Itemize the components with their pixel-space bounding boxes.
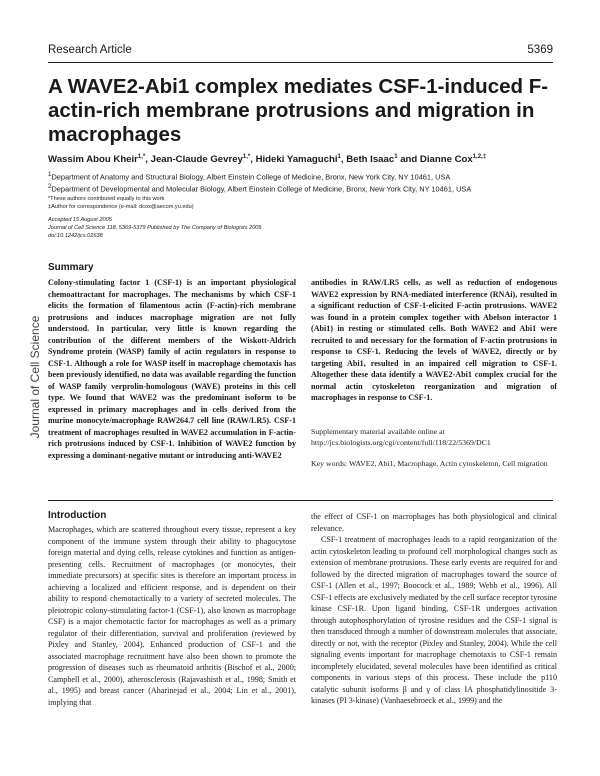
author-name: Jean-Claude Gevrey	[150, 154, 243, 166]
supplementary-label: Supplementary material available online at	[311, 427, 445, 436]
supplementary-link[interactable]: http://jcs.biologists.org/cgi/content/full/118/22/5369/DC1	[311, 438, 491, 447]
doi: doi:10.1242/jcs.02638	[48, 233, 103, 239]
keywords: Key words: WAVE2, Abi1, Macrophage, Actin cytoskeleton, Cell migration	[311, 459, 548, 468]
author-affiliation-marker: 1,*	[137, 154, 146, 160]
summary-text-right: antibodies in RAW/LR5 cells, as well as reduction of endogenous WAVE2 expression by RNA-mediated interference (RNAi), resulted in a significant reduction of CSF-1-elicited F-actin protrusions. WAVE2 was found in a protein complex together with Abelson interactor 1 (Abi1) in resting or stimulated cells. Both WAVE2 and Abi1 were recruited to and necessary for the formation of F-actin protrusions in response to CSF-1. Reducing the levels of WAVE2, directly or by targeting Abi1, resulted in an impaired cell migration to CSF-1. Altogether these data identify a WAVE2-Abi1 complex crucial for the normal actin cytoskeleton reorganization and migration of macrophages in response to CSF-1.	[311, 278, 557, 402]
paragraph: CSF-1 treatment of macrophages leads to a rapid reorganization of the actin cytoskeleton leading to profound cell morphological changes such as extension of membrane protrusions. These early events are required for and followed by the directed migration of macrophages toward the source of CSF-1 (Allen et al., 1997; Boocock et al., 1989; Webb et al., 1996). All CSF-1 effects are exclusively mediated by the cell surface receptor tyrosine kinase CSF-1R. Upon ligand binding, CSF-1R undergoes activation through autophosphorylation of tyrosine residues and the CSF-1 signal is then transduced through a number of downstream molecules that associate, directly or not, with the receptor (Pixley and Stanley, 2004). While the cell signaling events important for macrophage chemotaxis to CSF-1 remain incompletely elucidated, several molecules have been identified as critical components in various steps of this process. These include the p110 catalytic subunit isoforms β and γ of class IA phosphatidylinositide 3-kinases (PI 3-kinase) (Vanhaesebroeck et al., 1999) and the	[311, 535, 557, 705]
running-header	[48, 44, 553, 62]
author-affiliation-marker: 1,*	[242, 154, 251, 160]
section-label: Research Article	[48, 44, 132, 56]
section-divider	[48, 500, 553, 501]
affiliation	[48, 170, 471, 182]
author-list: Wassim Abou Kheir$^{1,*}$, Jean-Claude Gevrey$^{1,*}$, Hideki Yamaguchi$^1$, Beth Isaac$^1$ and Dianne Cox$^{1,2,\ddagger}$	[48, 154, 487, 166]
affiliation-text: Department of Anatomy and Structural Biology, Albert Einstein College of Medicine, Bronx, New York City, NY 10461, USA	[51, 172, 451, 182]
header-divider	[48, 62, 553, 63]
journal-sidebar	[28, 265, 42, 490]
publication-info	[48, 216, 262, 240]
author-name: Wassim Abou Kheir	[48, 154, 138, 166]
accepted-date: Accepted 15 August 2005	[48, 217, 112, 223]
paragraph: Macrophages, which are scattered throughout every tissue, represent a key component of the immune system through their ability to phagocytose foreign material and dying cells, release cytokines and function as antigen-presenting cells. Recruitment of macrophages (or monocytes, their immediate precursors) at specific sites is therefore an important process in achieving a localized and efficient response, and is dependent on their ability to respond chemotactically to a variety of secreted molecules. The pleiotropic colony-stimulating factor-1 (CSF-1), also known as macrophage CSF) is a major chemotactic factor for macrophages as well as a primary regulator of their differentiation, survival and proliferation (reviewed by Pixley and Stanley, 2004). Enhanced production of CSF-1 and the associated macrophage recruitment have also been shown to promote the progression of diseases such as rheumatoid arthritis (Bischof et al., 2000; Campbell et al., 2000), atherosclerosis (Rajavashisth et al., 1998; Smith et al., 1995) and breast cancer (Aharinejad et al., 2004; Lin et al., 2001), implying that	[48, 525, 296, 707]
introduction-text-left	[48, 524, 296, 708]
article-title: A WAVE2-Abi1 complex mediates CSF-1-induced F-actin-rich membrane protrusions and migration in macrophages	[48, 75, 549, 146]
affiliation-text: Department of Developmental and Molecular Biology, Albert Einstein College of Medicine, Bronx, New York City, NY 10461, USA	[51, 184, 472, 194]
paragraph: the effect of CSF-1 on macrophages has both physiological and clinical relevance.	[311, 512, 557, 533]
summary-text-left: Colony-stimulating factor 1 (CSF-1) is an important physiological chemoattractant for macrophages. The mechanisms by which CSF-1 elicits the formation of filamentous actin (F-actin)-rich membrane protrusions and induces macrophage migration are not fully understood. In particular, very little is known regarding the contribution of the different members of the Wiskott-Aldrich Syndrome protein (WASP) family of actin regulators in response to CSF-1. Although a role for WASP itself in macrophage chemotaxis has been previously identified, no data was available regarding the function of WASP family verprolin-homologous (WAVE) proteins in this cell type. We found that WAVE2 was the predominant isoform to be expressed in primary macrophages and in cells derived from the murine monocyte/macrophage RAW264.7 cell line (RAW/LR5). CSF-1 treatment of macrophages resulted in WAVE2 accumulation in F-actin-rich protrusions induced by CSF-1. Inhibition of WAVE2 function by expressing a dominant-negative mutant or introducing anti-WAVE2	[48, 278, 296, 460]
affiliation	[48, 182, 471, 194]
affiliation-marker: 1	[48, 171, 52, 178]
page-number: 5369	[527, 44, 553, 56]
journal-name: Journal of Cell Science	[28, 315, 42, 439]
journal-citation: Journal of Cell Science 118, 5369-5379 Published by The Company of Biologists 2005	[48, 225, 262, 231]
author-affiliation-marker: 1,2,‡	[472, 154, 487, 160]
equal-contribution-note: *These authors contributed equally to this work	[48, 196, 165, 202]
author-name: Beth Isaac	[346, 154, 395, 166]
correspondence-note: ‡Author for correspondence (e-mail: dcox@aecom.yu.edu)	[48, 204, 194, 210]
introduction-heading: Introduction	[48, 510, 107, 521]
author-name: Hideki Yamaguchi	[255, 154, 338, 166]
affiliation-marker: 2	[48, 183, 52, 191]
introduction-text-right	[311, 511, 557, 707]
author-affiliation-marker: 1	[337, 154, 341, 160]
supplementary-material	[311, 426, 557, 448]
author-affiliation-marker: 1	[394, 154, 398, 160]
author-name: Dianne Cox	[419, 154, 473, 166]
affiliations	[48, 170, 471, 195]
author-notes	[48, 195, 194, 211]
summary-heading: Summary	[48, 262, 94, 273]
